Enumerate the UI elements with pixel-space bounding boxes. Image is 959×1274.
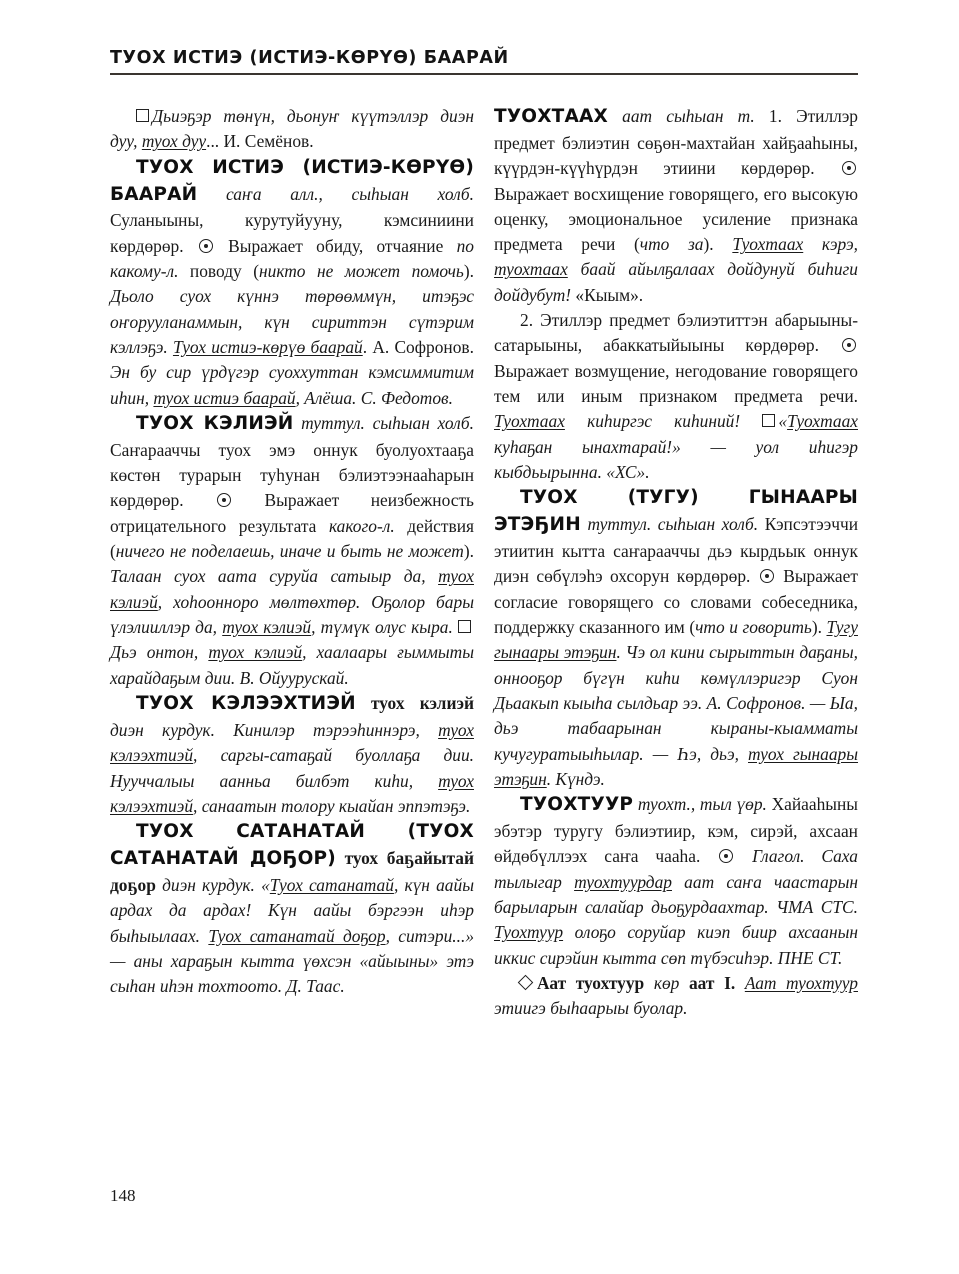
running-head — [110, 48, 858, 75]
example-keyword-2: Туохтуур — [494, 922, 564, 943]
square-marker-icon — [136, 109, 149, 122]
grammar-label: аат сыһыан т. — [622, 106, 755, 126]
headword: ТУОХ КЭЛИЭЙ — [136, 412, 294, 434]
running-head-title: ТУОХ ИСТИЭ (ИСТИЭ-КӨРҮӨ) БААРАЙ — [110, 48, 509, 68]
definition-russian-italic: по какому-л. — [110, 235, 474, 282]
illustration-source: ... И. Семёнов. — [206, 131, 314, 152]
definition-russian: Выражает обиду, отчаяние — [228, 235, 457, 256]
definition-russian-end: ). — [703, 234, 714, 255]
example-keyword-2: Туох сатанатай доҕор — [208, 925, 386, 946]
example-keyword: Туохтаах — [732, 234, 804, 255]
cross-reference-tail: диэн курдук. — [155, 874, 255, 895]
definition-russian-end: ). — [463, 261, 474, 282]
definition-russian: Выражает согласие говорящего со словами собеседника, поддержку сказанного им ( — [494, 566, 858, 638]
definition-russian-gloss: никто не может помочь — [259, 261, 464, 282]
grammar-label: туттул. сыһыан холб. — [301, 412, 474, 433]
square-marker-icon — [458, 620, 471, 633]
grammar-label: туттул. сыһыан холб. — [587, 514, 759, 535]
example-tail: аат саҥа чаастарын барыларын салайар дьоҕурдаахтар. ЧМА СТС. — [494, 871, 858, 918]
example-text-2: — Ыа, дьэ табаарынан кыраны-кыамматы кучугуратыыһылар. — Һэ, дьэ, — [494, 692, 858, 764]
example-tail-3: , хаалаары ғыммыты харайдаҕым дии. В. Ойуурускай. — [110, 642, 474, 688]
example-keyword-2: туох гынаары этэҕин — [494, 743, 859, 789]
phrase-block — [494, 971, 858, 1022]
right-column — [494, 104, 858, 1174]
example-tail: , хоһоонноро мөлтөхтөр. — [157, 591, 361, 612]
example-tail: баай айылҕалаах дойдунуй биһиги дойдубут! — [494, 259, 858, 305]
circle-dot-marker-icon — [842, 338, 856, 352]
entry-continued — [110, 104, 474, 155]
sense-number: 1. — [768, 106, 782, 126]
definition-russian-italic: какого-л. — [328, 515, 395, 536]
definition-russian: Выражает неизбежность отрицательного результата — [110, 490, 474, 536]
definition-russian-gloss: что за — [639, 234, 704, 255]
entry-tuoxtuur — [494, 792, 858, 1021]
entry-tuox-keliey — [110, 411, 474, 691]
entry-body — [110, 819, 474, 999]
definition-russian: Выражает возмущение, негодование говорящего тем или иным признаком предмета речи. — [494, 360, 858, 407]
entry-body — [494, 792, 858, 971]
example-tail: , ситэри...» — аны хараҕын кытта үөхсэн «айыыны» этэ сыһан иһэн тохтоото. Д. Таас. — [110, 925, 475, 997]
illustration-open-quote: « — [778, 411, 788, 432]
example-source: «Кыым». — [571, 284, 644, 305]
example-keyword-2: туох кэлиэй — [222, 617, 312, 638]
entry-body — [494, 485, 858, 792]
example-keyword: Туохтаах — [494, 411, 565, 432]
illustration-tail: куһаҕан ынахтарай!» — уол иһигэр кыбдьырынна. «ХС». — [494, 436, 858, 482]
entry-tuox-satanatay — [110, 819, 474, 999]
definition-sakha: Этиллэр предмет бэлиэтин сөҕөн-махтайан хайҕааһыны, күүрдэн-күүһүрдэн этиини көрдөрөр. — [494, 106, 858, 179]
example-open-quote: « — [261, 874, 270, 895]
circle-dot-marker-icon — [199, 239, 213, 253]
square-marker-icon — [762, 414, 775, 427]
example-tail-2: олоҕо соруйар киэп биир ахсаанын иккис сирэйин кытта сөп түбэсиһэр. ПНЕ СТ. — [494, 922, 858, 968]
example-keyword: туох кэлээхтиэй — [110, 719, 474, 766]
example-text: Дьоло суох күннэ төрөөммүн, итэҕэс оҥорууланаммын, күн сириттэн сүтэрим кэллэҕэ. — [110, 286, 474, 357]
headword: ТУОХ (ТУГУ) ГЫНААРЫ ЭТЭҔИН — [494, 487, 858, 536]
definition-sakha: Хайааһыны эбэтэр туругу бэлиэтиир, кэм, сирэй, ахсаан өйдөбүллээх саҥа чааһа. — [494, 794, 858, 867]
circle-dot-marker-icon — [719, 849, 733, 863]
headword: ТУОХ КЭЛЭЭХТИЭЙ — [136, 692, 356, 714]
entry-body — [110, 411, 474, 691]
definition-russian-gloss: ничего не поделаешь, иначе и быть не может — [115, 541, 464, 562]
definition-sakha: Кэпсэтээччи этиитин кытта саҥарааччы дьэ кырдьык оннук диэн сөбүлэһэ охсорун көрдөрөр. — [494, 514, 858, 587]
circle-dot-marker-icon — [760, 569, 774, 583]
example-keyword-2: туохтаах — [494, 259, 568, 280]
entry-tuox-keleextiey — [110, 691, 474, 819]
definition-russian-gloss: что и говорить — [695, 617, 812, 638]
entry-body-sense-2 — [494, 308, 858, 485]
diamond-marker-icon — [518, 975, 534, 991]
grammar-label: туохт., тыл үөр. — [637, 794, 767, 815]
phrase-see-label: көр — [644, 973, 689, 993]
example-text: Кинилэр тэрээһиннэрэ, — [214, 719, 439, 740]
phrase-headword: Аат туохтуур — [537, 973, 645, 993]
definition-sakha: Этиллэр предмет бэлиэтиттэн абарыыны-сатарыыны, абаккатыйыыны көрдөрөр. — [494, 310, 858, 356]
definition-russian: Глагол. — [752, 846, 805, 867]
illustration-text: Дьиэҕэр төнүн, дьонуҥ күүтэллэр диэн дуу, — [110, 106, 474, 152]
example-keyword: туох кэлиэй — [110, 566, 474, 612]
headword: ТУОХ ИСТИЭ (ИСТИЭ-КӨРҮӨ) БААРАЙ — [110, 156, 474, 205]
definition-russian-end: ). — [463, 541, 474, 562]
page-columns — [110, 104, 858, 1174]
phrase-cross-reference: аат I. — [688, 973, 736, 993]
phrase-example-tail: этиигэ быһаарыы буолар. — [494, 998, 688, 1019]
definition-russian-cont: поводу ( — [178, 261, 259, 282]
phrase-example-keyword: Аат туохтуур — [744, 973, 858, 993]
example-keyword: Туох истиэ-көрүө баарай — [172, 337, 363, 357]
cross-reference-tail: диэн курдук. — [110, 719, 215, 740]
headword: ТУОХТААХ — [494, 106, 608, 127]
example-text-2: Эн бу сир үрдүгэр суоххуттан кэмсиммитим иһин, — [110, 362, 474, 408]
example-tail: . Чэ ол кини сырыттын даҕаны, оннооҕор бүгүн киһи көмүллэригэр Суон Дьаакып кыыһа сылдьар ээ. А. Софронов. — [494, 642, 858, 713]
example-source: . А. Софронов. — [362, 337, 474, 357]
headword: ТУОХ САТАНАТАЙ (ТУОХ САТАНАТАЙ ДОҔОР) — [110, 821, 474, 870]
example-text: Талаан суох аата суруйа сатыыр да, — [110, 566, 439, 587]
example-text-2: Нууччалыы аанньа билбэт киһи, — [110, 770, 439, 791]
cross-reference: туох кэлиэй — [370, 692, 474, 713]
left-column — [110, 104, 474, 1174]
definition-russian-end: ). — [811, 617, 822, 638]
example-text-3: Дьэ онтон, — [110, 642, 209, 663]
headword: ТУОХТУУР — [520, 794, 634, 816]
example-keyword-2: туох истиэ баарай — [153, 387, 296, 408]
definition-russian-cont: действия ( — [110, 515, 474, 562]
entry-tuox-istie-baaray — [110, 155, 474, 411]
example-tail: , саргы-сатаҕай буоллаҕа дии. — [193, 745, 474, 766]
example-tail: киһиргэс киһиний! — [564, 411, 741, 432]
running-head-rule — [110, 73, 858, 75]
entry-body — [110, 155, 474, 411]
illustration-keyword: Туохтаах — [787, 411, 858, 432]
entry-body — [110, 691, 474, 819]
page-number: 148 — [110, 1186, 136, 1205]
illustration-paragraph — [110, 104, 474, 155]
entry-tuoxtaax — [494, 104, 858, 485]
example-mid: кэрэ, — [803, 234, 858, 255]
example-tail-2: , түмүк олус кыра. — [311, 617, 453, 638]
circle-dot-marker-icon — [217, 493, 231, 507]
entry-body-sense-1 — [494, 104, 858, 308]
grammar-label: саҥа алл., сыһыан холб. — [226, 183, 474, 204]
keyword-underlined: туох дуу — [141, 131, 207, 152]
definition-russian: Выражает восхищение говорящего, его высокую оценку, эмоциональное усиление признака предмета речи ( — [494, 183, 858, 255]
example-text-2: Оҕолор бары үлэлииллэр да, — [110, 591, 474, 638]
example-keyword: туохтуурдар — [574, 871, 672, 892]
entry-tuox-tugu-gynaary-etegin — [494, 485, 858, 792]
example-keyword-2: туох кэлээхтиэй — [110, 770, 474, 816]
circle-dot-marker-icon — [842, 161, 856, 175]
example-keyword: Туох сатанатай — [269, 874, 394, 895]
example-text: Саха тылыгар — [494, 846, 858, 892]
definition-sakha: Суланыыны, курутуйууну, кэмсиниини көрдөрөр. — [110, 210, 474, 256]
example-mid: , күн аайы ардах да ардах! Күн аайы бэргээн иһэр быһыылаах. — [110, 874, 474, 946]
example-keyword: Тугу гынаары этэҕин — [494, 617, 858, 663]
example-keyword-3: туох кэлиэй — [208, 642, 303, 663]
sense-number: 2. — [520, 310, 534, 331]
example-tail-2: . Күндэ. — [546, 768, 605, 789]
definition-sakha: Саҥарааччы туох эмэ оннук буолуохтааҕа көстөн турарын туһунан бэлиэтээнааһарын көрдөрөр. — [110, 439, 474, 511]
cross-reference: туох баҕайытай доҕор — [110, 848, 474, 895]
example-source-2: , Алёша. С. Федотов. — [295, 387, 453, 408]
example-tail-2: , санаатын толору кыайан эппэтэҕэ. — [193, 795, 471, 816]
